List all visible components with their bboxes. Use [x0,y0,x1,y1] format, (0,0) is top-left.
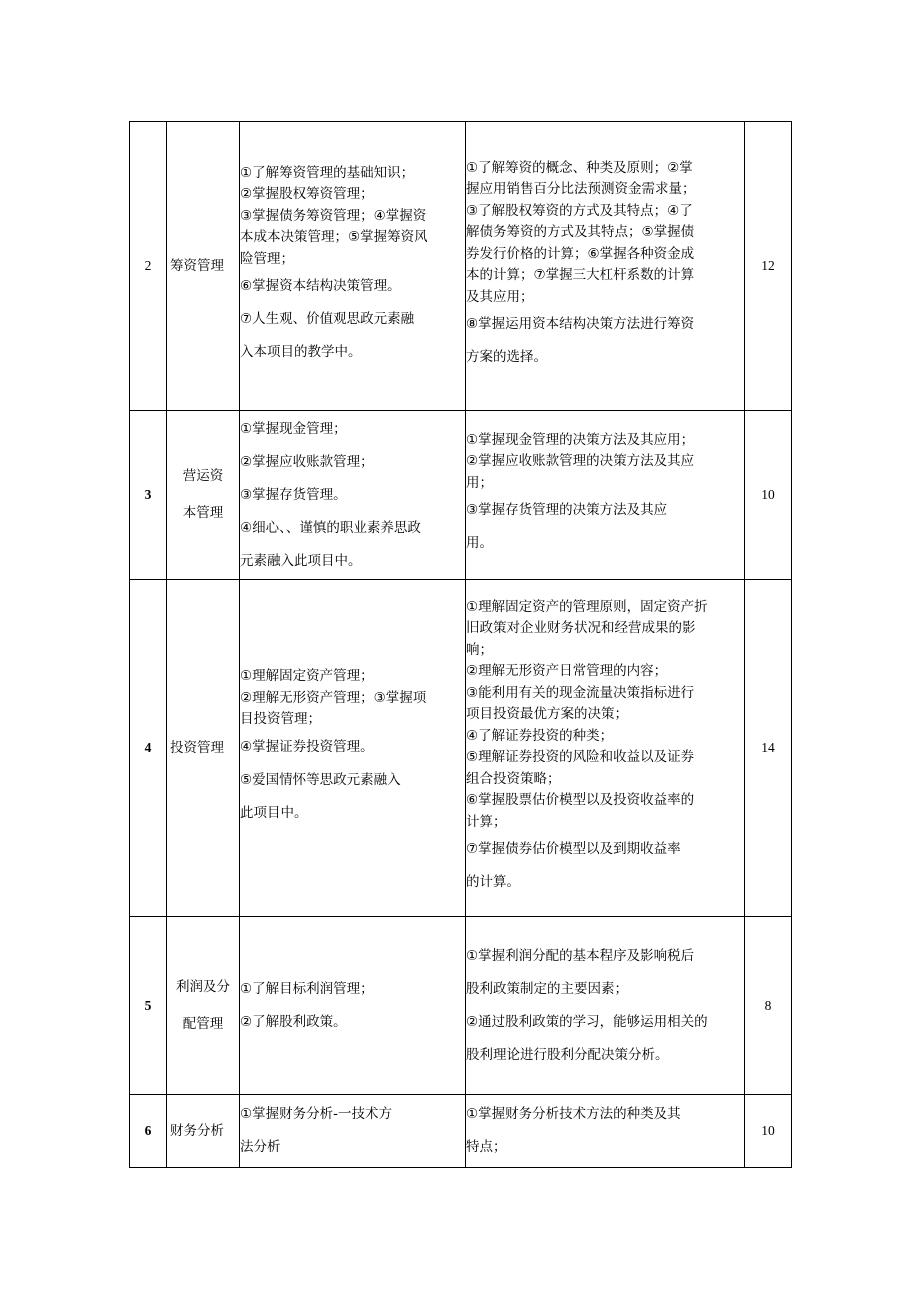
row-number: 3 [130,411,167,580]
requirement-line: 项目投资最优方案的决策； [466,706,628,723]
module-name-line: 投资管理 [170,739,224,756]
objective-line: ⑤爱国情怀等思政元素融入 [240,771,401,788]
requirement-line: 股利理论进行股利分配决策分析。 [466,1046,669,1063]
requirement-line: 握应用销售百分比法预测资金需求量； [466,181,696,198]
teaching-objectives [240,411,466,580]
objective-line: ⑦人生观、价值观思政元素融 [240,311,415,328]
class-hours: 10 [745,1095,792,1168]
module-name-line: 营运资 [182,468,224,484]
objective-line: ④掌握证券投资管理。 [240,738,374,755]
row-number: 4 [130,580,167,917]
class-hours: 8 [745,917,792,1095]
objective-line: ②掌握股权筹资管理； [240,186,374,203]
module-name-line: 财务分析 [170,1122,224,1139]
requirement-line: 的计算。 [466,874,520,891]
learning-requirements [466,580,745,917]
learning-requirements [466,917,745,1095]
requirement-line: 券发行价格的计算；⑥掌握各种资金成 [466,245,695,262]
objective-line: ②理解无形资产管理；③掌握项 [240,689,427,706]
requirement-line: 特点； [466,1139,507,1155]
objective-line: ①掌握财务分析-一技术方 [240,1106,392,1122]
requirement-line: ③掌握存货管理的决策方法及其应 [466,502,668,519]
objective-line: ①了解目标利润管理； [240,980,374,997]
row-number: 6 [130,1095,167,1168]
requirement-line: 解债务筹资的方式及其特点；⑤掌握债 [466,224,695,241]
requirement-line: ③能利用有关的现金流量决策指标进行 [466,684,695,701]
syllabus-row [130,411,792,580]
objective-line: 本成本决策管理；⑤掌握筹资风 [240,229,428,246]
requirement-line: ①掌握现金管理的决策方法及其应用； [466,431,695,448]
module-name [167,411,240,580]
objective-line: ②掌握应收账款管理； [240,453,374,470]
requirement-line: ⑧掌握运用资本结构决策方法进行筹资 [466,316,695,333]
requirement-line: ⑤理解证券投资的风险和收益以及证券 [466,749,695,766]
teaching-objectives [240,122,466,411]
module-name [167,1095,240,1168]
module-name [167,917,240,1095]
module-name [167,122,240,411]
requirement-line: 用； [466,474,493,491]
course-syllabus-table [129,121,792,1168]
teaching-objectives [240,580,466,917]
requirement-line: 股利政策制定的主要因素； [466,980,628,997]
objective-line: 法分析 [240,1139,281,1155]
requirement-line: 组合投资策略； [466,770,561,787]
syllabus-row [130,1095,792,1168]
objective-line: ①了解筹资管理的基础知识； [240,164,415,181]
teaching-objectives [240,917,466,1095]
row-number: 2 [130,122,167,411]
requirement-line: ②理解无形资产日常管理的内容； [466,663,668,680]
objective-line: 此项目中。 [240,804,308,821]
objective-line: 险管理； [240,250,294,267]
requirement-line: 旧政策对企业财务状况和经营成果的影 [466,620,696,637]
requirement-line: ①了解筹资的概念、种类及原则；②掌 [466,159,693,176]
objective-line: ②了解股利政策。 [240,1013,347,1030]
syllabus-table-body [130,122,792,1168]
objective-line: ①掌握现金管理； [240,420,347,437]
requirement-line: 计算； [466,813,507,830]
requirement-line: 响； [466,641,493,658]
objective-line: ③掌握存货管理。 [240,486,347,503]
requirement-line: ④了解证券投资的种类； [466,727,614,744]
requirement-line: 方案的选择。 [466,349,547,366]
syllabus-row [130,580,792,917]
objective-line: ③掌握债务筹资管理；④掌握资 [240,207,427,224]
requirement-line: 本的计算；⑦掌握三大杠杆系数的计算 [466,267,695,284]
objective-line: 入本项目的教学中。 [240,344,362,361]
syllabus-row [130,917,792,1095]
row-number: 5 [130,917,167,1095]
objective-line: 元素融入此项目中。 [240,552,362,569]
requirement-line: ⑦掌握债券估价模型以及到期收益率 [466,841,681,858]
class-hours: 12 [745,122,792,411]
module-name [167,580,240,917]
requirement-line: ①理解固定资产的管理原则，固定资产折 [466,598,708,615]
objective-line: ⑥掌握资本结构决策管理。 [240,278,401,295]
requirement-line: ③了解股权筹资的方式及其特点；④了 [466,202,693,219]
teaching-objectives [240,1095,466,1168]
objective-line: ④细心、、谨慎的职业素养思政 [240,519,421,536]
learning-requirements [466,1095,745,1168]
syllabus-row [130,122,792,411]
requirement-line: 及其应用； [466,288,534,305]
class-hours: 14 [745,580,792,917]
requirement-line: ⑥掌握股票估价模型以及投资收益率的 [466,792,695,809]
requirement-line: ①掌握财务分析技术方法的种类及其 [466,1106,681,1122]
requirement-line: 用。 [466,535,493,552]
module-name-line: 筹资管理 [170,257,224,274]
class-hours: 10 [745,411,792,580]
requirement-line: ②通过股利政策的学习，能够运用相关的 [466,1013,708,1030]
module-name-line: 本管理 [182,505,224,521]
module-name-line: 配管理 [182,1015,224,1032]
objective-line: ①理解固定资产管理； [240,668,374,685]
learning-requirements [466,411,745,580]
requirement-line: ②掌握应收账款管理的决策方法及其应 [466,453,695,470]
requirement-line: ①掌握利润分配的基本程序及影响税后 [466,947,695,964]
objective-line: 目投资管理； [240,711,321,728]
module-name-line: 利润及分 [176,978,230,995]
learning-requirements [466,122,745,411]
